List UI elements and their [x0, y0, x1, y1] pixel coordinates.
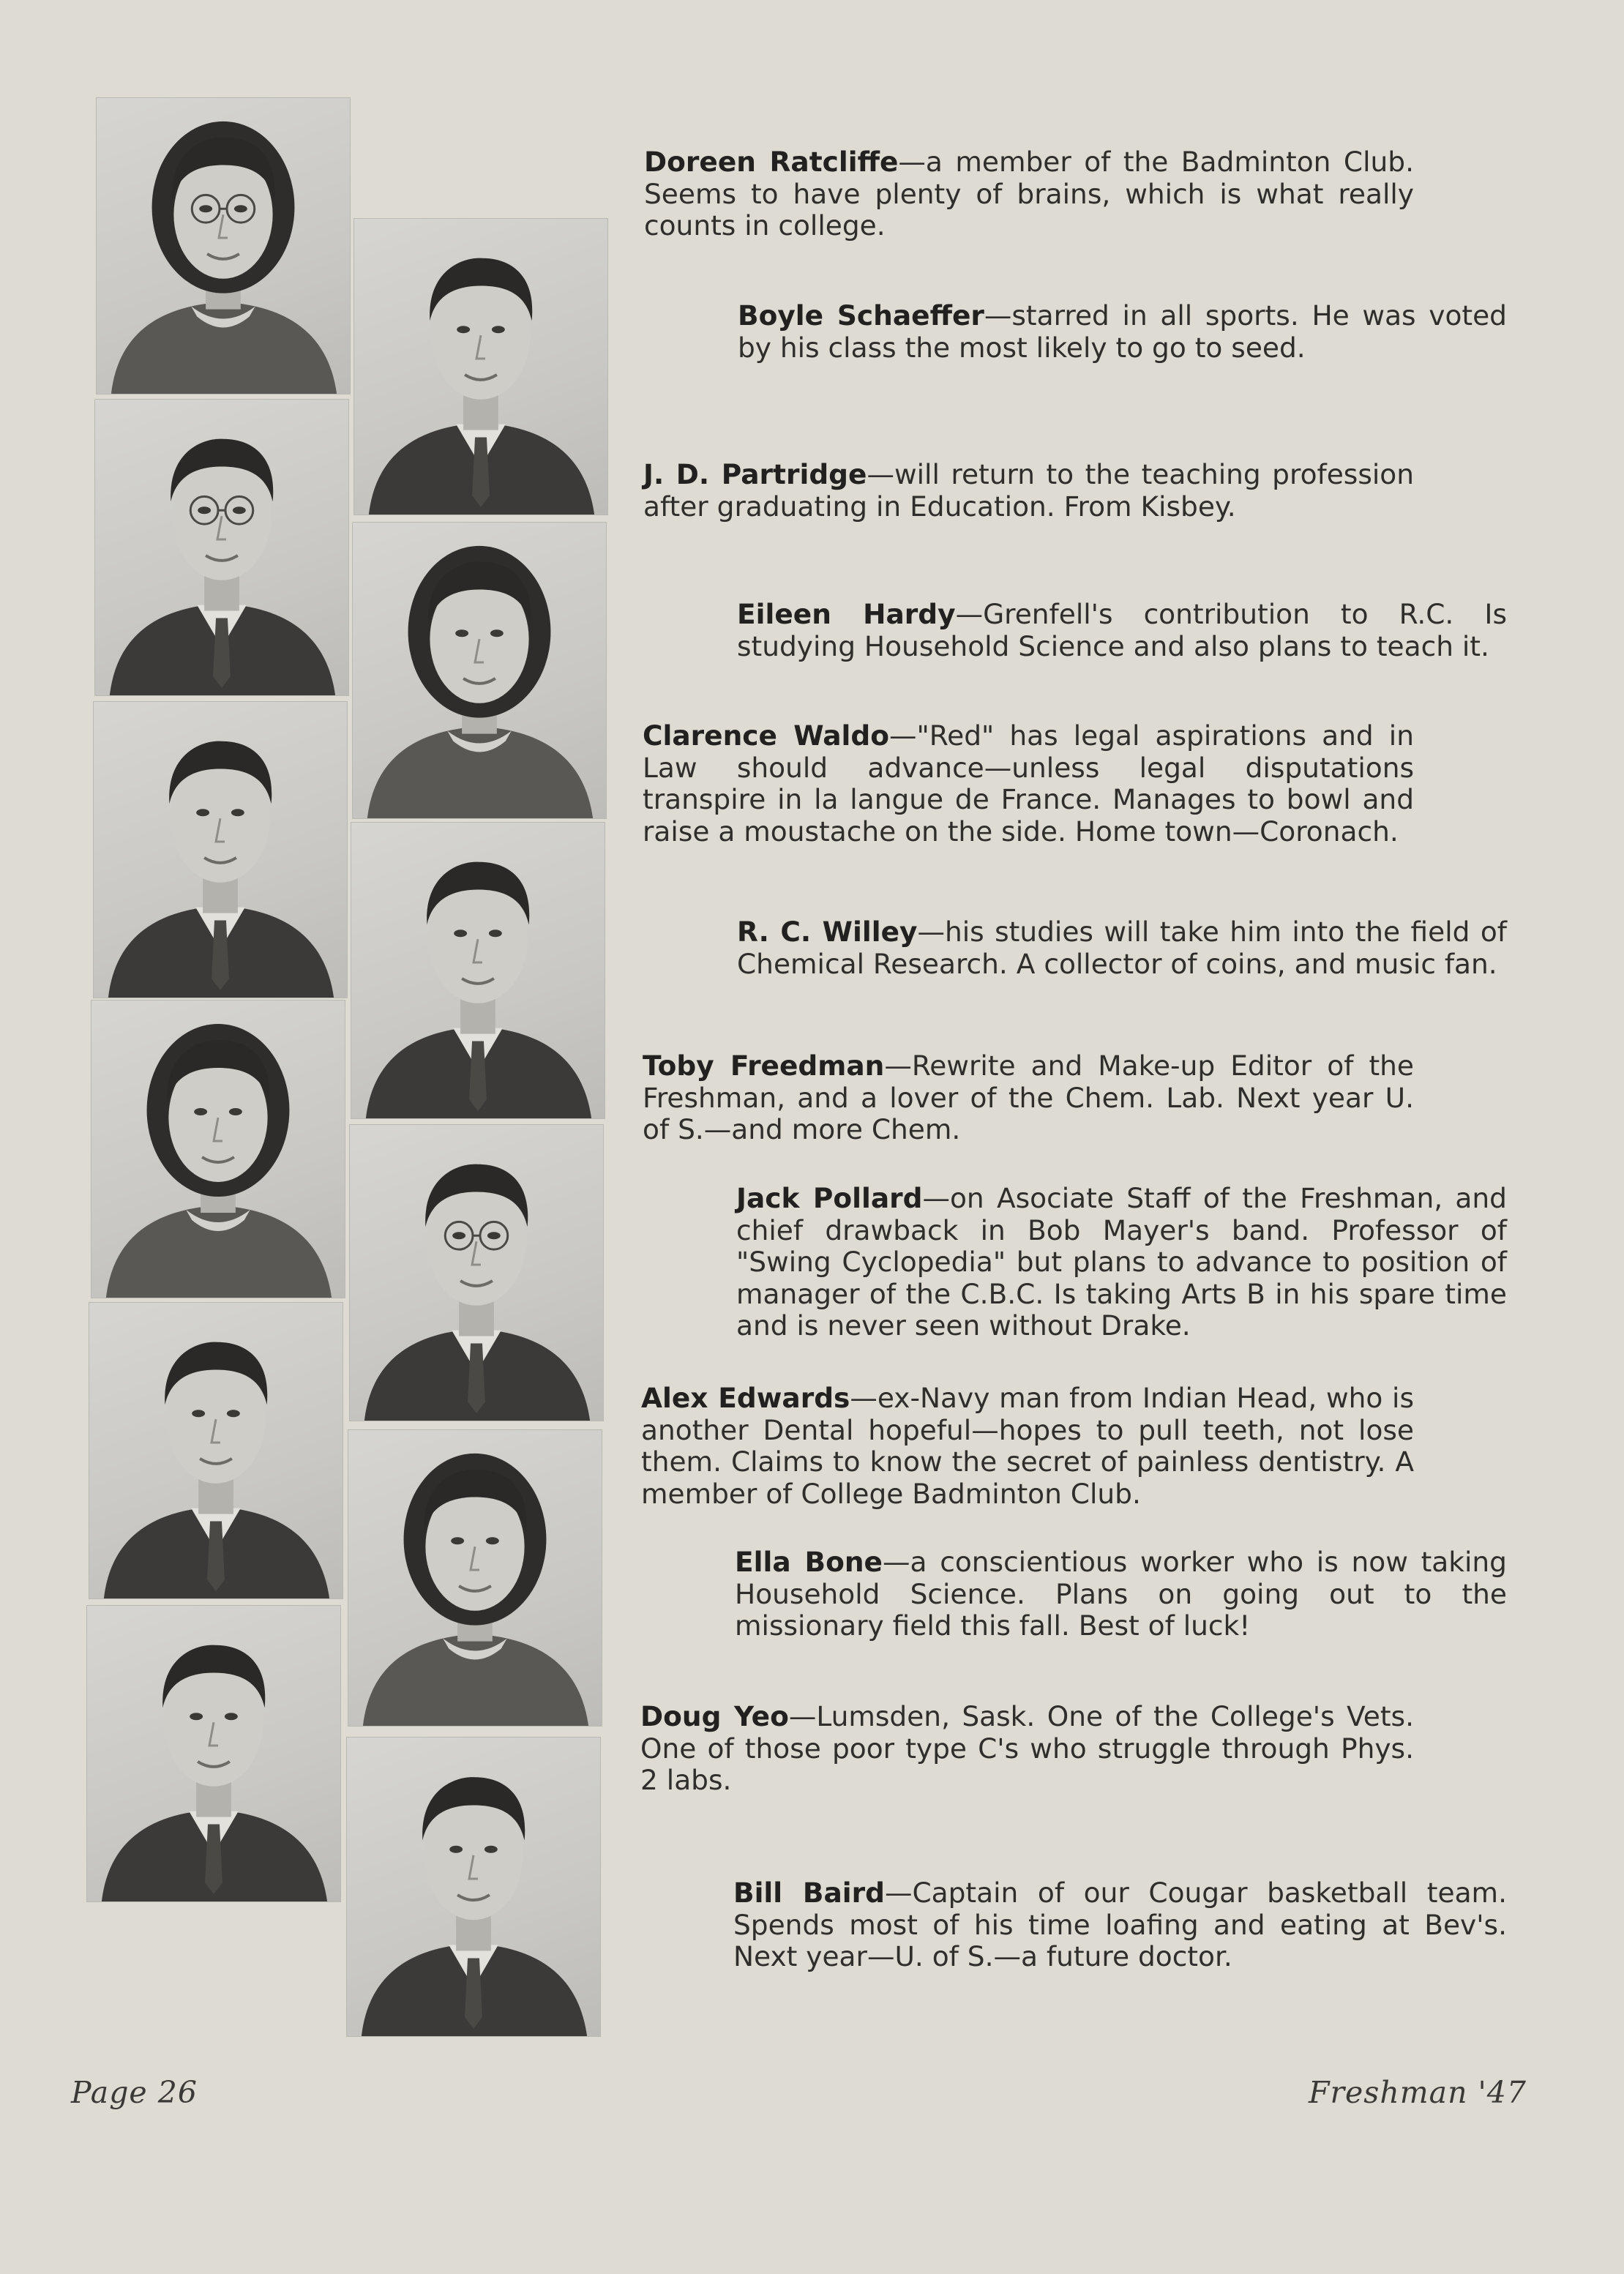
- portrait-figure: [347, 1738, 600, 2036]
- bio-text: —Rewrite and Make-up Editor of the Freshman, and a lover of the Chem. Lab. Next year U. of S.—and more Chem.: [643, 1050, 1414, 1145]
- bio-text: —"Red" has legal aspirations and in Law should advance—unless legal disputations transpire in la langue de France. Manages to bowl and raise a moustache on the side. Home town—Coronach.: [643, 719, 1414, 848]
- portrait-toby-freedman: [91, 1000, 345, 1298]
- bio-alex-edwards: [641, 1383, 1414, 1510]
- bio-text: —a member of the Badminton Club. Seems to have plenty of brains, which is what really counts in college.: [644, 146, 1414, 242]
- bio-text: —starred in all sports. He was voted by his class the most likely to go to seed.: [738, 299, 1507, 364]
- portrait-doug-yeo: [86, 1605, 341, 1902]
- bio-bill-baird: [733, 1877, 1507, 1973]
- bio-name: Alex Edwards: [641, 1382, 850, 1414]
- portrait-jd-partridge: [94, 399, 349, 696]
- bio-clarence-waldo: [643, 720, 1414, 848]
- bio-name: Jack Pollard: [736, 1182, 923, 1214]
- portrait-figure: [348, 1430, 602, 1726]
- portrait-rc-willey: [351, 822, 605, 1119]
- portrait-figure: [353, 523, 606, 818]
- portrait-alex-edwards: [89, 1302, 343, 1599]
- bio-rc-willey: [737, 916, 1507, 980]
- publication-title: Freshman '47: [1309, 2075, 1527, 2110]
- bio-jack-pollard: [736, 1183, 1507, 1342]
- bio-eileen-hardy: [737, 599, 1507, 662]
- bio-text: —his studies will take him into the field of Chemical Research. A collector of coins, and music fan.: [737, 916, 1508, 980]
- bio-name: Clarence Waldo: [643, 719, 889, 752]
- bio-doug-yeo: [640, 1701, 1414, 1797]
- bio-name: Boyle Schaeffer: [738, 299, 984, 332]
- portrait-doreen-ratcliffe: [96, 97, 351, 394]
- portrait-figure: [354, 219, 607, 515]
- bio-boyle-schaeffer: [738, 300, 1507, 364]
- bio-text: —on Asociate Staff of the Freshman, and chief drawback in Bob Mayer's band. Professor of "Swing Cyclopedia" but plans to advance to position of manager of the C.B.C. Is taking Arts B in his spare time and is never seen without Drake.: [736, 1182, 1507, 1342]
- portrait-figure: [351, 823, 605, 1118]
- bio-text: —Captain of our Cougar basketball team. Spends most of his time loafing and eating at Bev's. Next year—U. of S.—a future doctor.: [733, 1877, 1507, 1972]
- bio-ella-bone: [735, 1546, 1507, 1642]
- bio-name: Ella Bone: [735, 1546, 883, 1578]
- portrait-eileen-hardy: [352, 522, 607, 819]
- portrait-bill-baird: [346, 1737, 601, 2037]
- bio-name: Bill Baird: [733, 1877, 885, 1909]
- portrait-ella-bone: [348, 1429, 602, 1727]
- bio-name: R. C. Willey: [737, 916, 918, 948]
- bio-name: J. D. Partridge: [643, 458, 867, 490]
- portrait-figure: [350, 1125, 603, 1421]
- portrait-figure: [89, 1303, 343, 1598]
- bio-text: —will return to the teaching profession after graduating in Education. From Kisbey.: [643, 458, 1414, 523]
- page-number: Page 26: [71, 2075, 198, 2110]
- portrait-clarence-waldo: [93, 701, 348, 998]
- portrait-boyle-schaeffer: [353, 218, 608, 515]
- bio-name: Doug Yeo: [640, 1700, 789, 1732]
- bio-name: Eileen Hardy: [737, 598, 956, 630]
- portrait-figure: [95, 400, 348, 695]
- bio-name: Doreen Ratcliffe: [644, 146, 899, 178]
- portrait-figure: [97, 98, 350, 394]
- bio-text: —Lumsden, Sask. One of the College's Vets. One of those poor type C's who struggle through Phys. 2 labs.: [640, 1700, 1414, 1796]
- bio-text: —a conscientious worker who is now taking Household Science. Plans on going out to the missionary field this fall. Best of luck!: [735, 1546, 1507, 1642]
- bio-doreen-ratcliffe: [644, 146, 1414, 242]
- portrait-figure: [94, 702, 347, 998]
- portrait-jack-pollard: [349, 1124, 604, 1421]
- bio-text: —ex-Navy man from Indian Head, who is another Dental hopeful—hopes to pull teeth, not lose them. Claims to know the secret of painless dentistry. A member of College Badminton Club.: [641, 1382, 1414, 1510]
- bio-text: —Grenfell's contribution to R.C. Is studying Household Science and also plans to teach it.: [737, 598, 1507, 662]
- bio-jd-partridge: [643, 459, 1414, 523]
- bio-toby-freedman: [643, 1050, 1414, 1146]
- portrait-figure: [91, 1001, 345, 1298]
- portrait-figure: [87, 1606, 340, 1901]
- bio-name: Toby Freedman: [643, 1050, 885, 1082]
